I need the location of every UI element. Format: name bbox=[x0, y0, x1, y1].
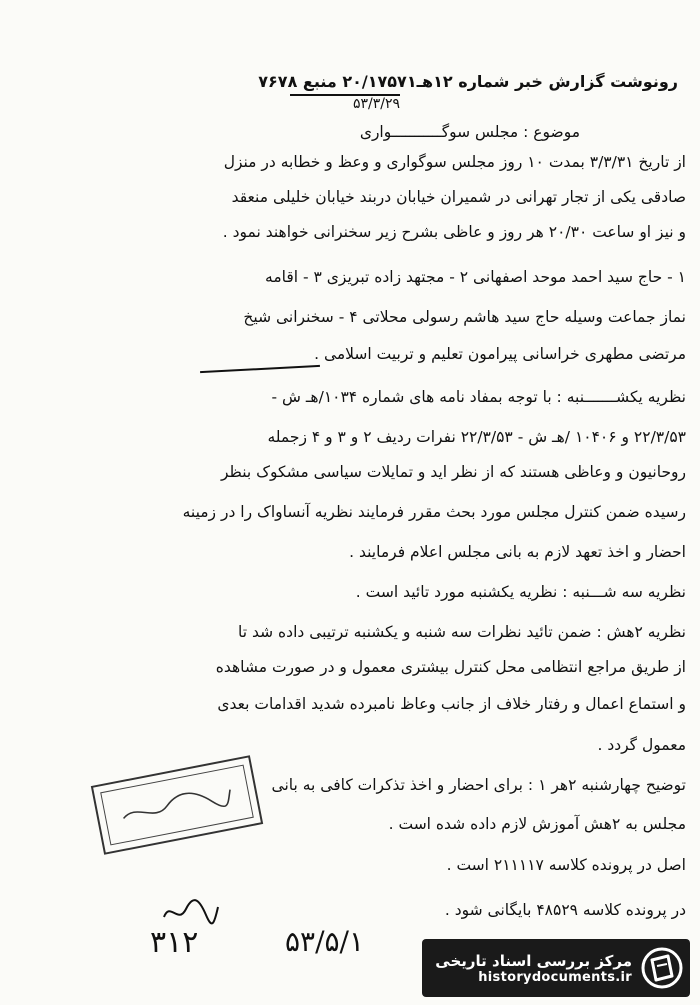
history-documents-logo bbox=[422, 939, 690, 997]
body-line-9: روحانیون و وعاظی هستند که از نظر اید و تمایلات سیاسی مشکوک بنظر bbox=[220, 463, 686, 481]
rubber-stamp bbox=[91, 755, 263, 855]
body-line-14: از طریق مراجع انتظامی محل کنترل بیشتری معمول و در صورت مشاهده bbox=[215, 658, 686, 676]
subject-line: موضوع : مجلس سوگـــــــــــواری bbox=[359, 123, 580, 141]
body-line-1: از تاریخ ۳/۳/۳۱ بمدت ۱۰ روز مجلس سوگواری و وعظ و خطابه در منزل bbox=[223, 153, 686, 171]
body-line-10: رسیده ضمن کنترل مجلس مورد بحث مقرر فرمایند نظریه آنساواک را در زمینه bbox=[182, 503, 686, 521]
logo-name: مرکز بررسی اسناد تاریخی bbox=[435, 951, 632, 970]
body-line-15: و استماع اعمال و رفتار خلاف از جانب وعاظ نامبرده شدید اقدامات بعدی bbox=[217, 695, 686, 713]
body-line-20: در پرونده کلاسه ۴۸۵۲۹ بایگانی شود . bbox=[444, 901, 686, 919]
body-line-19: اصل در پرونده کلاسه ۲۱۱۱۱۷ است . bbox=[446, 856, 686, 874]
body-line-13: نظریه ۲هش : ضمن تائید نظرات سه شنبه و یکشنبه ترتیبی داده شد تا bbox=[238, 623, 686, 641]
body-line-3: و نیز او ساعت ۲۰/۳۰ هر روز و عاظی بشرح زیر سخنرانی خواهند نمود . bbox=[222, 223, 686, 241]
body-line-6: مرتضی مطهری خراسانی پیرامون تعلیم و تربیت اسلامی . bbox=[314, 345, 686, 363]
document-archive-icon bbox=[640, 946, 684, 990]
report-header: رونوشت گزارش خبر شماره ۱۲هـ۲۰/۱۷۵۷۱ منبع ۷۶۷۸ bbox=[258, 72, 678, 91]
header-fraction-line bbox=[290, 94, 400, 96]
logo-url: historydocuments.ir bbox=[478, 969, 632, 985]
body-line-5: نماز جماعت وسیله حاج سید هاشم رسولی محلاتی ۴ - سخنرانی شیخ bbox=[243, 308, 686, 326]
handwritten-date: ۵۳/۵/۱ bbox=[285, 925, 365, 958]
report-header-date: ۵۳/۳/۲۹ bbox=[352, 96, 400, 112]
handwritten-number: ۳۱۲ bbox=[150, 925, 199, 960]
body-line-12: نظریه سه شـــنبه : نظریه یکشنبه مورد تائید است . bbox=[355, 583, 686, 601]
body-line-11: احضار و اخذ تعهد لازم به بانی مجلس اعلام فرمایند . bbox=[349, 543, 686, 561]
body-line-4: ۱ - حاج سید احمد موحد اصفهانی ۲ - مجتهد زاده تبریزی ۳ - اقامه bbox=[265, 268, 686, 286]
body-line-16: معمول گردد . bbox=[597, 736, 686, 754]
body-line-18: مجلس به ۲هش آموزش لازم داده شده است . bbox=[388, 815, 686, 833]
body-line-17: توضیح چهارشنبه ۲هر ۱ : برای احضار و اخذ تذکرات کافی به بانی bbox=[271, 776, 686, 794]
underline-mark bbox=[200, 365, 320, 373]
body-line-2: صادقی یکی از تجار تهرانی در شمیران خیابان دربند خیابان خلیلی منعقد bbox=[231, 188, 686, 206]
body-line-8: ۲۲/۳/۵۳ و ۱۰۴۰۶ /هـ ش - ۲۲/۳/۵۳ نفرات ردیف ۲ و ۳ و ۴ زجمله bbox=[267, 428, 686, 446]
body-line-7: نظریه یکشـــــــنبه : با توجه بمفاد نامه های شماره ۱۰۳۴/هـ ش - bbox=[271, 388, 686, 406]
